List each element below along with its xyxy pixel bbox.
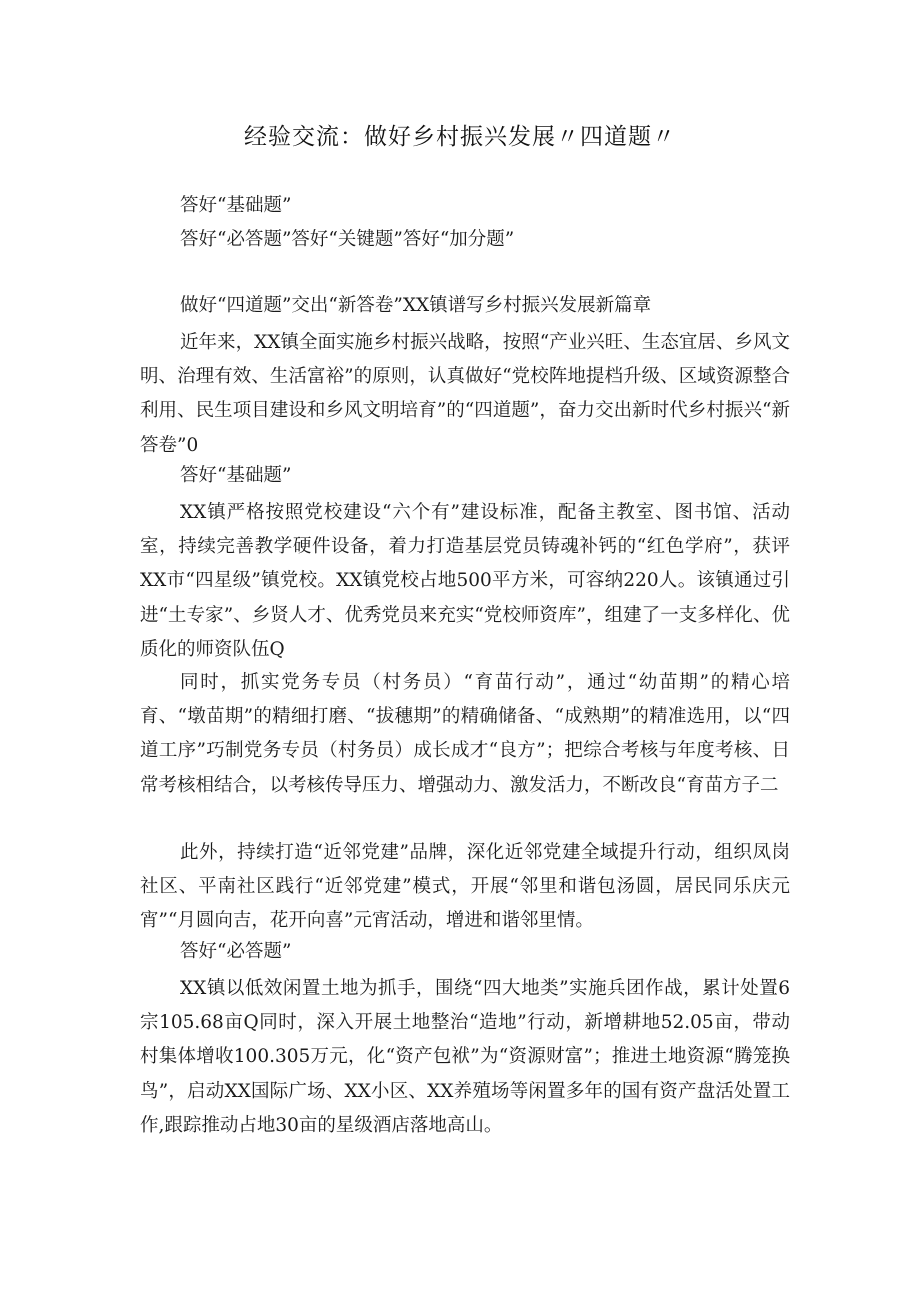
section-heading-required: 答好“必答题” — [180, 941, 292, 962]
page-title: 经验交流：做好乡村振兴发展〃四道题〃 — [244, 124, 676, 150]
section2-paragraph-1: XX镇以低效闲置土地为抓手，围绕“四大地类”实施兵团作战，累计处置6宗105.68亩Q同时，深入开展土地整治“造地”行动，新增耕地52.05亩，带动村集体增收100.305万元，化“资产包袱”为“资源财富”；推进土地资源“腾笼换鸟”，启动XX国际广场、XX小区、XX养殖场等闲置多年的国有资产盘活处置工作,跟踪推动占地30亩的星级酒店落地高山。 — [140, 978, 790, 1136]
section-heading-basic: 答好“基础题” — [180, 465, 292, 486]
toc-item-basic: 答好“基础题” — [180, 195, 292, 216]
section1-paragraph-2: 同时，抓实党务专员（村务员）“育苗行动”，通过“幼苗期”的精心培育、“墩苗期”的精细打磨、“拔穗期”的精确储备、“成熟期”的精准选用，以“四道工序”巧制党务专员（村务员）成长成才“良方”；把综合考核与年度考核、日常考核相结合，以考核传导压力、增强动力、激发活力，不断改良“育苗方子二 — [140, 672, 790, 796]
section1-paragraph-3: 此外，持续打造“近邻党建”品牌，深化近邻党建全域提升行动，组织凤岗社区、平南社区践行“近邻党建”模式，开展“邻里和谐包汤圆，居民同乐庆元宵”“月圆向吉，花开向喜”元宵活动，增进和谐邻里情。 — [140, 842, 790, 932]
article-subtitle: 做好“四道题”交出“新答卷”XX镇谱写乡村振兴发展新篇章 — [180, 295, 652, 316]
intro-paragraph: 近年来，XX镇全面实施乡村振兴战略，按照“产业兴旺、生态宜居、乡风文明、治理有效、生活富裕”的原则，认真做好“党校阵地提档升级、区域资源整合利用、民生项目建设和乡风文明培育”的“四道题”，奋力交出新时代乡村振兴“新答卷”0 — [140, 332, 790, 456]
section1-paragraph-1: XX镇严格按照党校建设“六个有”建设标准，配备主教室、图书馆、活动室，持续完善教学硬件设备，着力打造基层党员铸魂补钙的“红色学府”，获评XX市“四星级”镇党校。XX镇党校占地500平方米，可容纳220人。该镇通过引进“土专家”、乡贤人才、优秀党员来充实“党校师资库”，组建了一支多样化、优质化的师资队伍Q — [140, 502, 790, 660]
toc-item-others: 答好“必答题”答好“关键题”答好“加分题” — [180, 229, 515, 250]
